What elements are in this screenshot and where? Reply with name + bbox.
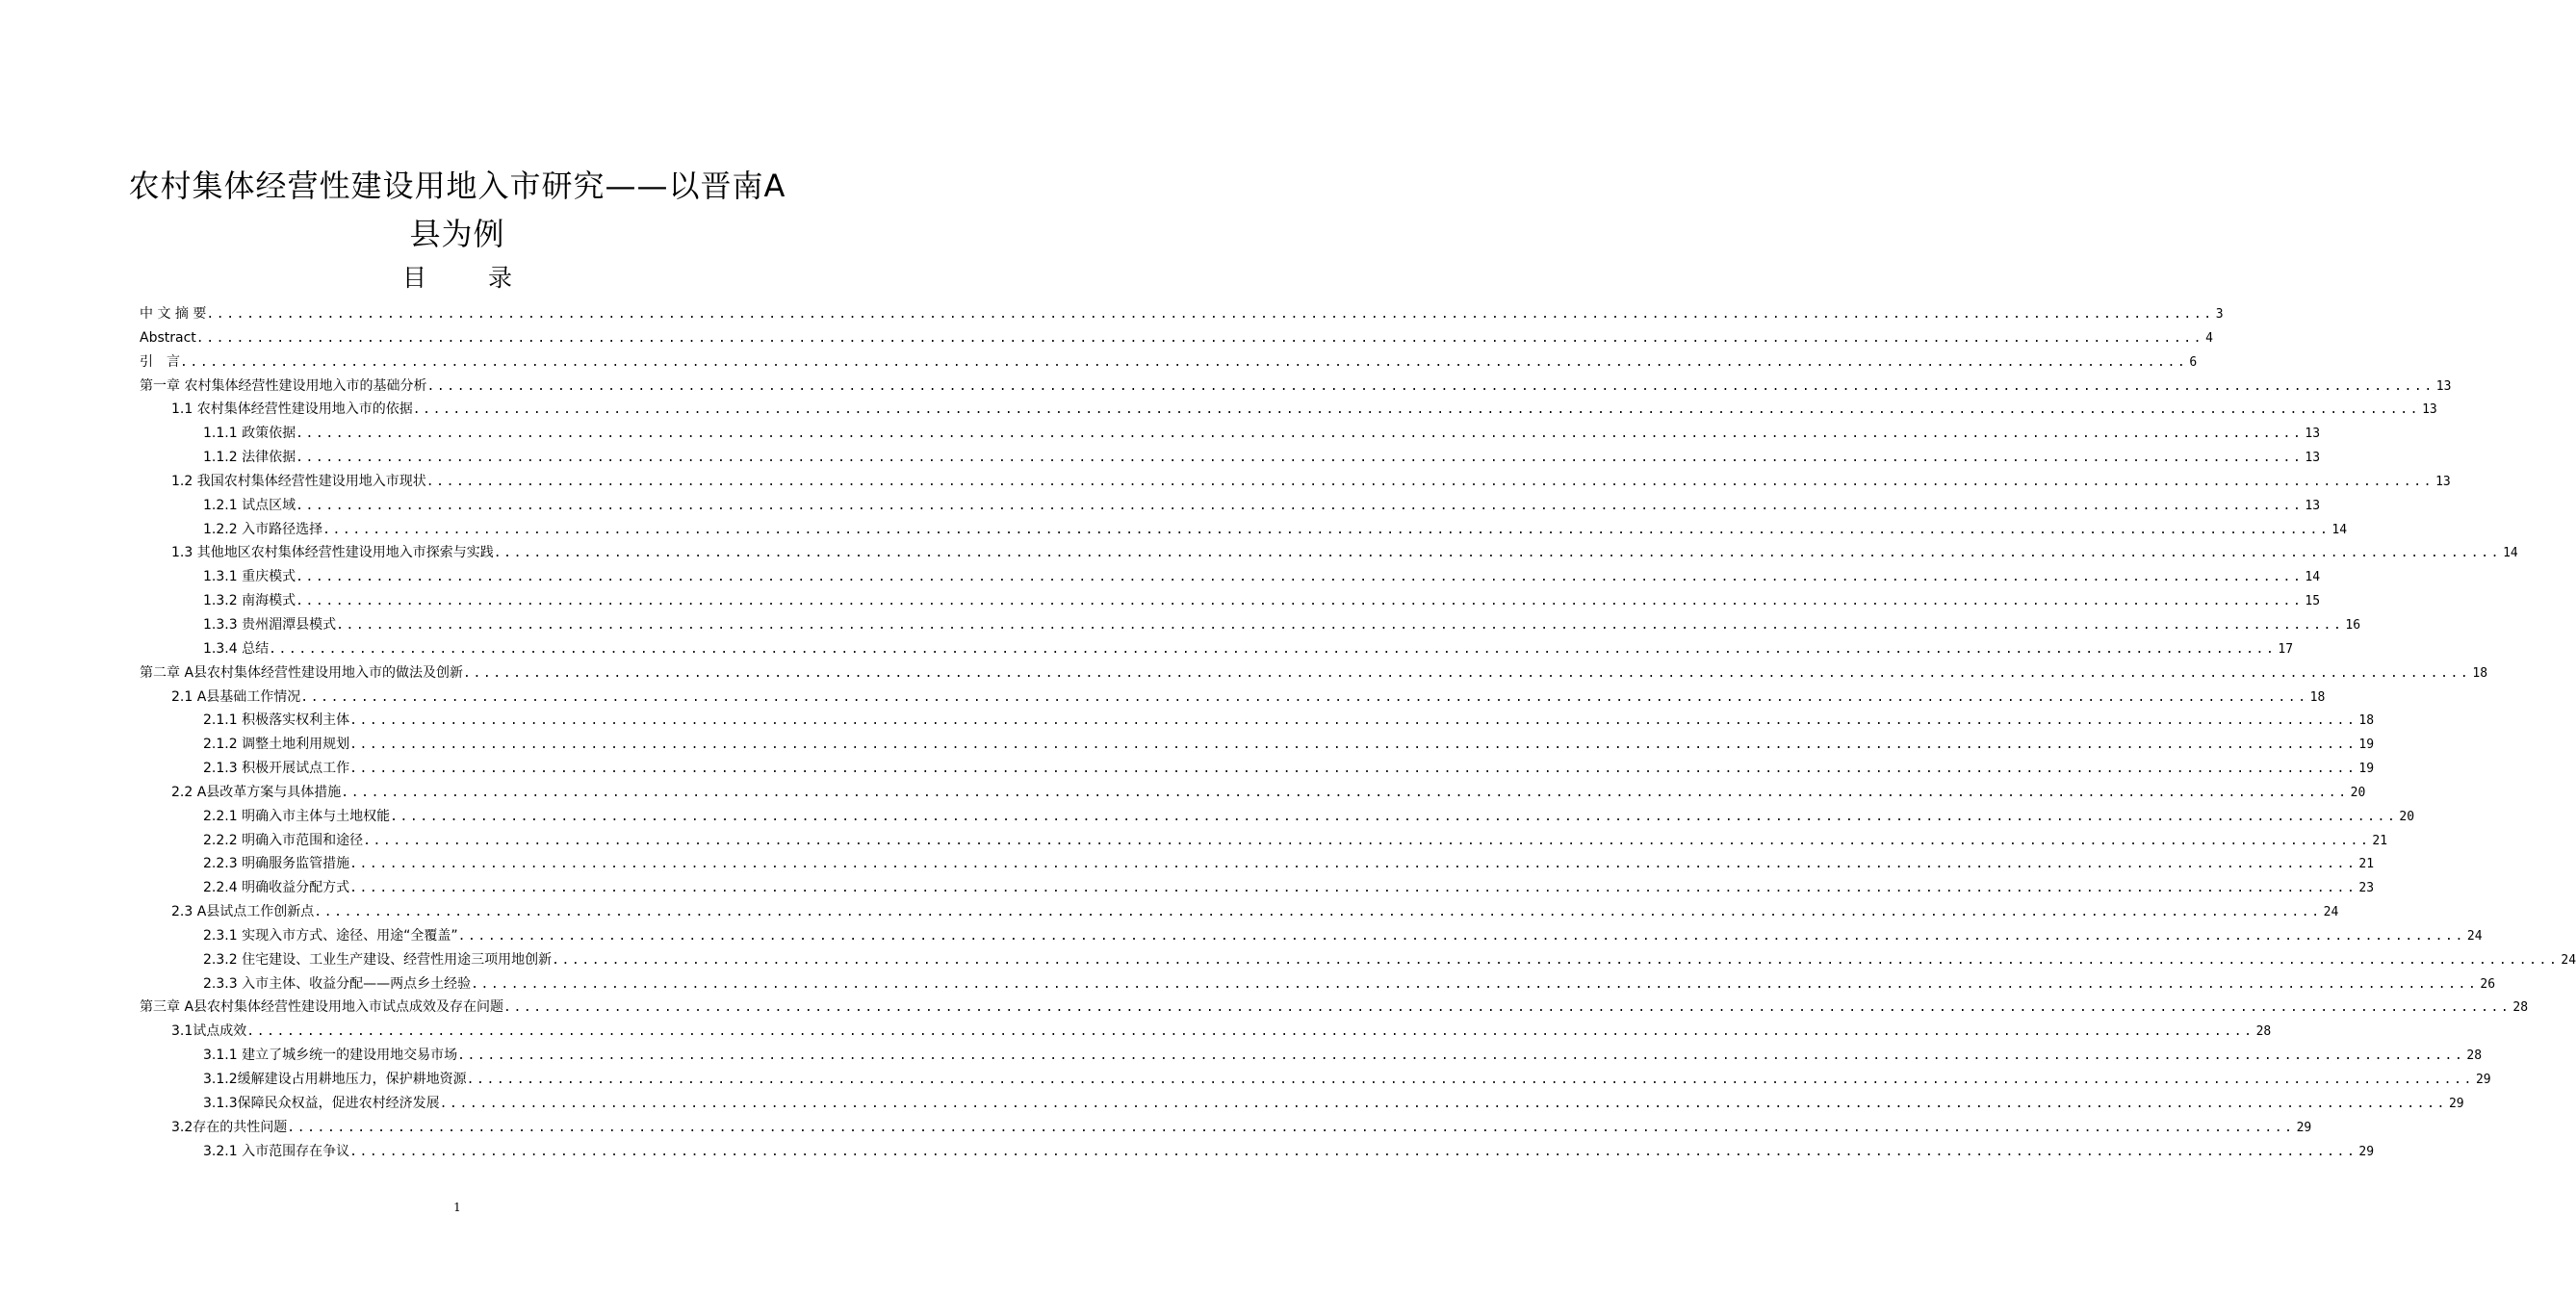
toc-entry-label: 3.1试点成效 — [171, 1023, 247, 1040]
toc-entry-page: 29 — [2448, 1096, 2464, 1111]
toc-entry[interactable] — [140, 637, 2294, 661]
toc-entry[interactable] — [140, 375, 2452, 399]
toc-dot-leader: ........................................................................................................................................................................................................ — [314, 905, 2322, 920]
title-line-2: 县为例 — [409, 216, 505, 252]
toc-entry-page: 15 — [2305, 594, 2321, 609]
toc-entry[interactable] — [140, 829, 2388, 853]
toc-entry-label: 中 文 摘 要 — [140, 306, 207, 322]
toc-entry-label: 3.2.1 入市范围存在争议 — [203, 1143, 350, 1159]
toc-entry-label: 3.2存在的共性问题 — [171, 1119, 288, 1135]
toc-entry-label: 2.2 A县改革方案与具体措施 — [171, 784, 342, 800]
toc-entry[interactable] — [140, 805, 2415, 829]
toc-entry-label: 2.3.3 入市主体、收益分配——两点乡土经验 — [203, 975, 472, 992]
toc-dot-leader: ........................................................................................................................................................................................................ — [471, 976, 2479, 992]
toc-entry[interactable] — [140, 613, 2361, 637]
toc-dot-leader: ........................................................................................................................................................................................................ — [296, 594, 2304, 609]
document-title — [96, 162, 818, 258]
toc-entry-label: 1.2.2 入市路径选择 — [203, 521, 323, 537]
toc-entry-label: 2.3.2 住宅建设、工业生产建设、经营性用途三项用地创新 — [203, 951, 553, 968]
toc-entry-label: 2.3.1 实现入市方式、途径、用途“全覆盖” — [203, 927, 458, 944]
toc-entry-page: 3 — [2215, 307, 2224, 322]
toc-entry-label: 1.3 其他地区农村集体经营性建设用地入市探索与实践 — [171, 545, 494, 561]
toc-dot-leader: ........................................................................................................................................................................................................ — [296, 570, 2304, 585]
toc-dot-leader: ........................................................................................................................................................................................................ — [246, 1024, 2254, 1040]
toc-dot-leader: ........................................................................................................................................................................................................ — [336, 617, 2344, 633]
toc-dot-leader: ........................................................................................................................................................................................................ — [493, 546, 2502, 561]
toc-entry-label: 2.1.1 积极落实权利主体 — [203, 712, 350, 729]
toc-entry-page: 29 — [2475, 1073, 2491, 1087]
toc-entry-label: 2.1.2 调整土地利用规划 — [203, 737, 350, 753]
toc-entry-label: 1.3.4 总结 — [203, 640, 270, 657]
toc-entry-label: Abstract — [140, 329, 196, 346]
toc-dot-leader: ........................................................................................................................................................................................................ — [287, 1120, 2295, 1135]
toc-dot-leader: ........................................................................................................................................................................................................ — [412, 402, 2421, 418]
toc-entry-label: 2.1.3 积极开展试点工作 — [203, 761, 350, 777]
toc-entry[interactable] — [140, 852, 2375, 876]
toc-dot-leader: ........................................................................................................................................................................................................ — [390, 809, 2398, 824]
toc-entry-page: 14 — [2331, 522, 2348, 537]
toc-entry-page: 24 — [2323, 905, 2339, 920]
toc-entry-label: 1.2 我国农村集体经营性建设用地入市现状 — [171, 473, 426, 489]
toc-dot-leader: ........................................................................................................................................................................................................ — [363, 833, 2371, 848]
toc-dot-leader: ........................................................................................................................................................................................................ — [296, 498, 2304, 513]
toc-entry[interactable] — [140, 565, 2321, 589]
toc-entry-label: 2.3 A县试点工作创新点 — [171, 904, 315, 920]
toc-dot-leader: ........................................................................................................................................................................................................ — [349, 881, 2357, 896]
toc-entry[interactable] — [140, 1140, 2375, 1164]
toc-entry[interactable] — [140, 446, 2321, 470]
toc-entry[interactable] — [140, 757, 2375, 781]
toc-entry-page: 19 — [2358, 762, 2375, 777]
toc-entry-page: 14 — [2503, 546, 2518, 561]
toc-entry[interactable] — [140, 326, 2213, 350]
table-of-contents — [140, 302, 2576, 1163]
toc-entry-label: 1.1.2 法律依据 — [203, 450, 296, 466]
toc-entry-label: 1.1 农村集体经营性建设用地入市的依据 — [171, 401, 413, 418]
toc-entry-label: 2.2.4 明确收益分配方式 — [203, 880, 350, 896]
toc-entry-label: 第三章 A县农村集体经营性建设用地入市试点成效及存在问题 — [140, 999, 504, 1016]
toc-dot-leader: ........................................................................................................................................................................................................ — [300, 689, 2308, 705]
toc-entry-label: 1.1.1 政策依据 — [203, 426, 296, 442]
toc-entry-page: 29 — [2296, 1120, 2312, 1135]
toc-entry[interactable] — [140, 733, 2375, 757]
toc-entry[interactable] — [140, 470, 2451, 494]
toc-entry[interactable] — [140, 1092, 2464, 1116]
toc-dot-leader: ........................................................................................................................................................................................................ — [269, 641, 2277, 657]
title-line-1: 农村集体经营性建设用地入市研究——以晋南A — [128, 168, 786, 204]
toc-entry-label: 第二章 A县农村集体经营性建设用地入市的做法及创新 — [140, 664, 464, 681]
toc-dot-leader: ........................................................................................................................................................................................................ — [349, 713, 2357, 729]
toc-dot-leader: ........................................................................................................................................................................................................ — [349, 738, 2357, 753]
toc-dot-leader: ........................................................................................................................................................................................................ — [426, 378, 2434, 394]
toc-entry-page: 13 — [2435, 378, 2452, 394]
toc-entry-label: 2.2.2 明确入市范围和途径 — [203, 832, 364, 848]
toc-dot-leader: ........................................................................................................................................................................................................ — [457, 1048, 2465, 1064]
toc-entry[interactable] — [140, 661, 2488, 686]
toc-entry-label: 3.1.2缓解建设占用耕地压力，保护耕地资源 — [203, 1072, 467, 1087]
toc-entry-page: 24 — [2466, 928, 2483, 944]
toc-entry-label: 3.1.1 建立了城乡统一的建设用地交易市场 — [203, 1048, 458, 1064]
toc-entry[interactable] — [140, 686, 2326, 710]
toc-heading: 目 录 — [402, 264, 539, 292]
toc-entry-page: 24 — [2561, 952, 2576, 968]
toc-entry-page: 28 — [2466, 1048, 2483, 1064]
toc-entry-page: 13 — [2305, 498, 2321, 513]
toc-entry-label: 第一章 农村集体经营性建设用地入市的基础分析 — [140, 377, 427, 394]
toc-entry-label: 引 言 — [140, 353, 180, 370]
toc-entry-label: 1.3.2 南海模式 — [203, 593, 296, 609]
toc-entry-page: 4 — [2205, 330, 2213, 346]
toc-entry-page: 17 — [2278, 641, 2294, 657]
toc-entry-page: 20 — [2350, 785, 2366, 800]
toc-dot-leader: ........................................................................................................................................................................................................ — [349, 857, 2357, 872]
toc-dot-leader: ........................................................................................................................................................................................................ — [341, 785, 2349, 800]
toc-entry-page: 20 — [2399, 809, 2415, 824]
toc-entry-page: 13 — [2305, 451, 2321, 466]
toc-dot-leader: ........................................................................................................................................................................................................ — [349, 1144, 2357, 1159]
toc-entry[interactable] — [140, 1020, 2272, 1044]
toc-entry-page: 21 — [2372, 833, 2388, 848]
toc-entry[interactable] — [140, 972, 2496, 996]
toc-entry-label: 1.2.1 试点区域 — [203, 497, 296, 513]
toc-entry-page: 16 — [2345, 617, 2361, 633]
toc-entry[interactable] — [140, 302, 2224, 326]
toc-dot-leader: ........................................................................................................................................................................................................ — [180, 354, 2188, 370]
toc-entry-page: 28 — [2255, 1024, 2272, 1040]
toc-entry-page: 23 — [2358, 881, 2375, 896]
toc-entry-label: 2.1 A县基础工作情况 — [171, 688, 301, 705]
toc-entry[interactable] — [140, 422, 2321, 446]
toc-dot-leader: ........................................................................................................................................................................................................ — [503, 1000, 2512, 1016]
toc-entry-page: 13 — [2435, 474, 2451, 489]
toc-dot-leader: ........................................................................................................................................................................................................ — [296, 427, 2304, 442]
toc-entry-label: 1.3.1 重庆模式 — [203, 569, 296, 585]
toc-dot-leader: ........................................................................................................................................................................................................ — [552, 952, 2560, 968]
toc-entry-page: 19 — [2358, 738, 2375, 753]
page-number: 1 — [453, 1201, 461, 1214]
toc-entry[interactable] — [140, 1044, 2483, 1068]
toc-entry-page: 28 — [2512, 1000, 2529, 1016]
toc-entry-page: 18 — [2309, 689, 2326, 705]
toc-entry[interactable] — [140, 494, 2321, 518]
toc-entry[interactable] — [140, 589, 2321, 613]
toc-entry[interactable] — [140, 518, 2348, 542]
toc-dot-leader: ........................................................................................................................................................................................................ — [457, 928, 2465, 944]
toc-entry-page: 18 — [2472, 665, 2488, 681]
toc-entry-page: 26 — [2480, 976, 2496, 992]
toc-entry-page: 13 — [2422, 402, 2437, 418]
toc-dot-leader: ........................................................................................................................................................................................................ — [425, 474, 2434, 489]
toc-entry[interactable] — [140, 709, 2375, 733]
toc-entry[interactable] — [140, 900, 2339, 924]
toc-entry-label: 2.2.1 明确入市主体与土地权能 — [203, 808, 391, 824]
toc-dot-leader: ........................................................................................................................................................................................................ — [349, 762, 2357, 777]
toc-entry-page: 21 — [2358, 857, 2375, 872]
toc-entry[interactable] — [140, 924, 2483, 948]
toc-entry[interactable] — [140, 996, 2529, 1020]
toc-entry[interactable] — [140, 350, 2198, 375]
toc-entry-page: 18 — [2358, 713, 2375, 729]
toc-dot-leader: ........................................................................................................................................................................................................ — [296, 451, 2304, 466]
toc-entry-page: 6 — [2189, 354, 2198, 370]
toc-entry-label: 2.2.3 明确服务监管措施 — [203, 856, 350, 872]
toc-entry[interactable] — [140, 781, 2366, 805]
toc-dot-leader: ........................................................................................................................................................................................................ — [466, 1073, 2474, 1087]
toc-entry[interactable] — [140, 541, 2518, 565]
toc-entry-page: 14 — [2305, 570, 2321, 585]
toc-dot-leader: ........................................................................................................................................................................................................ — [322, 522, 2331, 537]
toc-dot-leader: ........................................................................................................................................................................................................ — [439, 1096, 2447, 1111]
toc-entry[interactable] — [140, 948, 2576, 972]
toc-dot-leader: ........................................................................................................................................................................................................ — [206, 307, 2214, 322]
toc-entry-label: 3.1.3保障民众权益，促进农村经济发展 — [203, 1095, 440, 1111]
toc-dot-leader: ........................................................................................................................................................................................................ — [195, 330, 2204, 346]
toc-entry-page: 13 — [2305, 427, 2321, 442]
toc-entry[interactable] — [140, 1116, 2312, 1140]
toc-entry[interactable] — [140, 1068, 2491, 1092]
toc-entry-label: 1.3.3 贵州湄潭县模式 — [203, 616, 337, 633]
toc-entry[interactable] — [140, 876, 2375, 900]
toc-dot-leader: ........................................................................................................................................................................................................ — [463, 665, 2471, 681]
toc-entry[interactable] — [140, 398, 2437, 422]
toc-entry-page: 29 — [2358, 1144, 2375, 1159]
